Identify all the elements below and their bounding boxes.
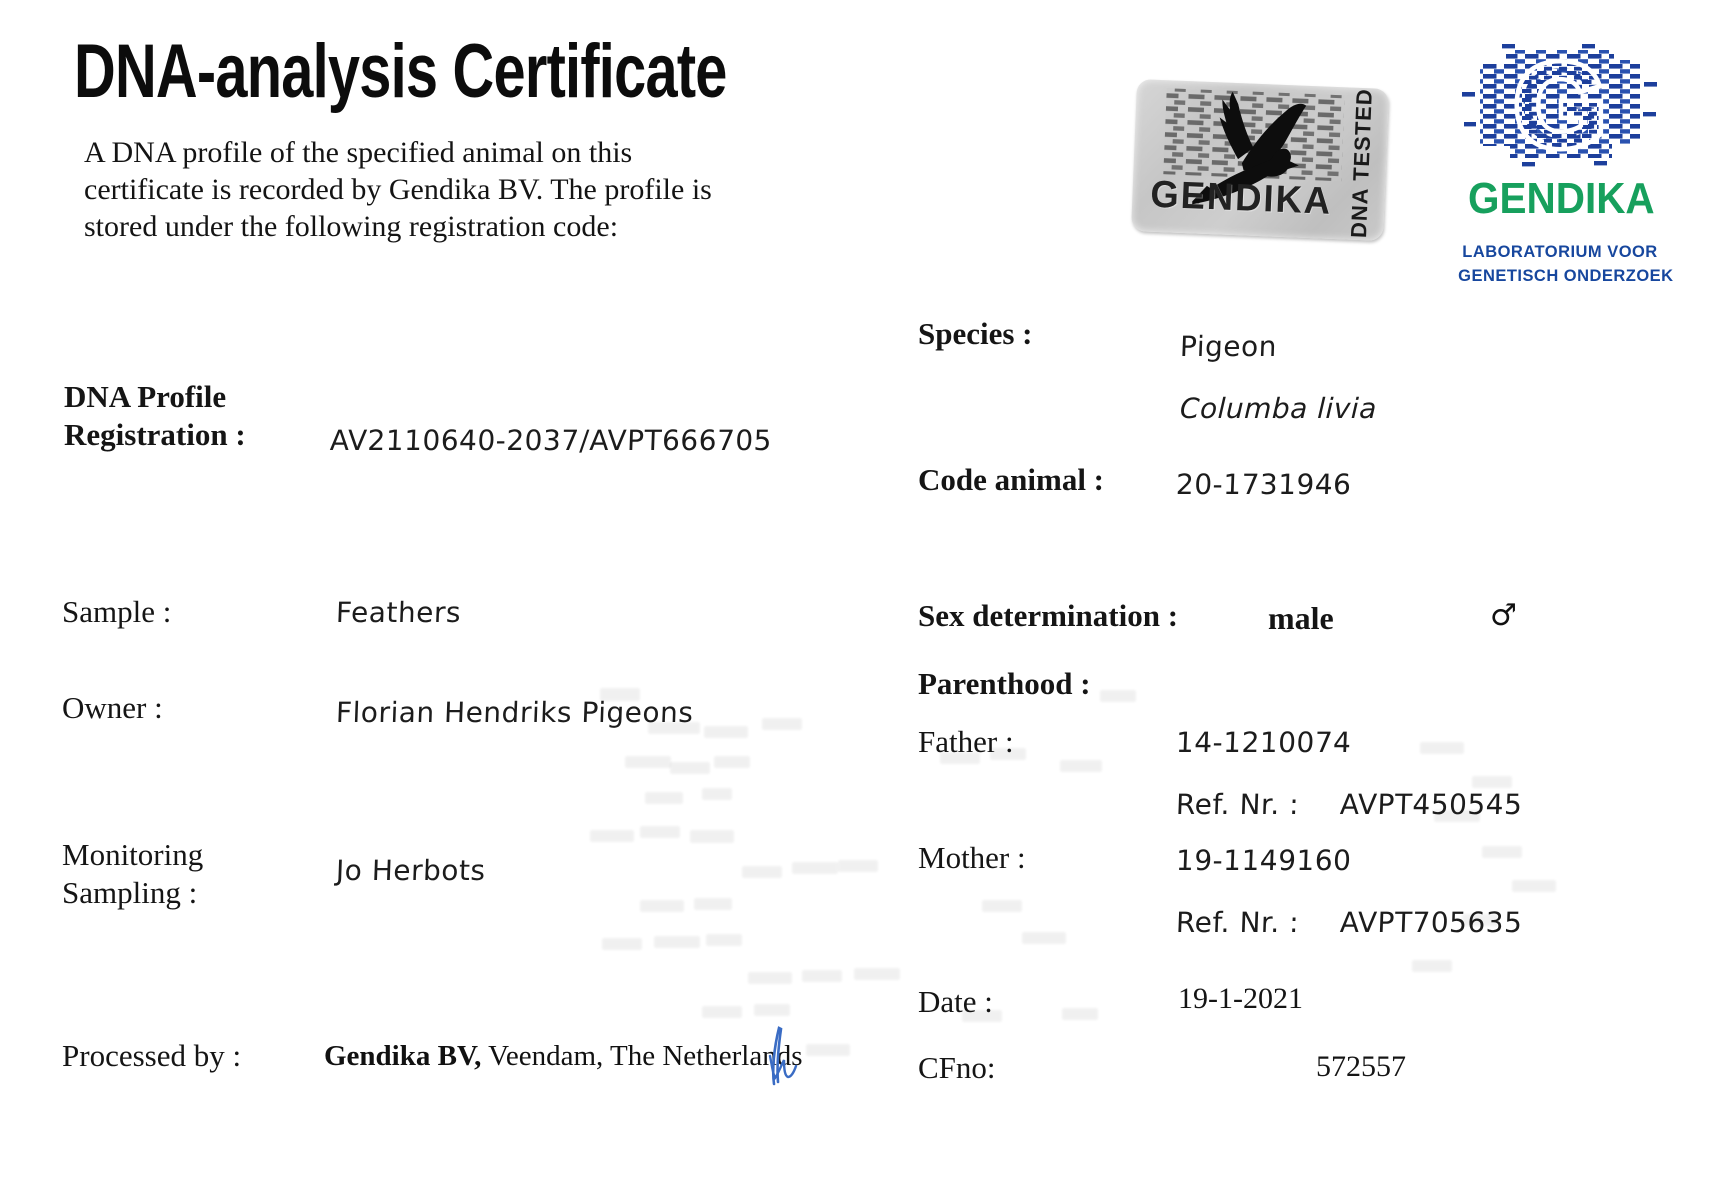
cfno-label: CFno: [918,1050,996,1085]
registration-label-line1: DNA Profile [64,379,227,414]
monitoring-value: Jo Herbots [335,854,487,887]
code-animal-label: Code animal : [918,462,1104,497]
species-latin: Columba livia [1179,392,1378,425]
ghost-mark [645,792,683,804]
ghost-mark [1512,880,1556,892]
ghost-mark [982,900,1022,912]
ghost-mark [754,1004,790,1016]
certificate-title: DNA-analysis Certificate [74,29,727,114]
mother-ref-value: AVPT705635 [1339,906,1523,939]
ghost-mark [838,860,878,872]
sticker-brand-text: GENDIKA [1149,173,1333,223]
processed-value-location: Veendam, The Netherlands [481,1040,803,1072]
ghost-mark [694,898,732,910]
date-label: Date : [918,984,993,1019]
ghost-mark [1472,776,1512,788]
ghost-mark [806,1044,850,1056]
ghost-mark [702,788,732,800]
species-label: Species : [918,316,1033,351]
processed-value-company: Gendika BV, [324,1040,482,1072]
date-value: 19-1-2021 [1178,982,1303,1015]
father-value: 14-1210074 [1175,726,1353,759]
sex-determination-value: male [1268,600,1334,636]
species-value: Pigeon [1179,330,1278,363]
ghost-mark [602,938,642,950]
mother-label: Mother : [918,840,1026,875]
ghost-mark [640,900,684,912]
male-symbol-icon: ♂ [1490,598,1517,633]
sex-determination-label: Sex determination : [918,598,1179,633]
owner-label: Owner : [62,690,163,725]
father-label: Father : [918,724,1014,759]
logo-subtitle-line1: LABORATORIUM VOOR [1462,242,1658,261]
ghost-mark [762,718,802,730]
mother-ref-label: Ref. Nr. : [1175,906,1300,939]
logo-subtitle-line2: GENETISCH ONDERZOEK [1458,266,1674,285]
parenthood-label: Parenthood : [918,666,1091,701]
mother-value: 19-1149160 [1175,844,1353,877]
ghost-mark [1420,742,1464,754]
ghost-mark [1062,1008,1098,1020]
ghost-mark [640,826,680,838]
ghost-mark [854,968,900,980]
registration-value: AV2110640-2037/AVPT666705 [329,424,773,457]
intro-paragraph: A DNA profile of the specified animal on this certificate is recorded by Gendika BV. The profile is stored under the following registration code: [84,136,712,243]
logo-brand-text: GENDIKA [1468,174,1655,223]
logo-letter-g: G [1514,44,1606,170]
ghost-mark [742,866,782,878]
ghost-mark [625,756,671,768]
ghost-mark [714,756,750,768]
sample-label: Sample : [62,594,172,629]
father-ref-label: Ref. Nr. : [1175,788,1300,821]
dna-tested-hologram-sticker [1131,79,1389,241]
ghost-mark [1100,690,1136,702]
code-animal-value: 20-1731946 [1175,468,1353,501]
monitoring-label-line1: Monitoring [62,837,204,872]
ghost-mark [702,1006,742,1018]
ghost-mark [690,830,734,843]
ghost-mark [706,934,742,946]
sample-value: Feathers [335,596,462,629]
ghost-mark [670,762,710,774]
monitoring-label [62,836,203,912]
ghost-mark [748,972,792,984]
ghost-mark [1060,760,1102,772]
ghost-mark [792,862,838,874]
father-ref-value: AVPT450545 [1339,788,1523,821]
registration-label-line2: Registration : [64,417,246,452]
ghost-mark [654,936,700,948]
cfno-value: 572557 [1316,1050,1406,1083]
processed-value [324,1040,802,1073]
ghost-mark [1412,960,1452,972]
processed-label: Processed by : [62,1038,242,1073]
monitoring-label-line2: Sampling : [62,875,198,910]
signature-mark [760,1022,804,1092]
owner-value: Florian Hendriks Pigeons [335,696,694,729]
sticker-dna-tested-text: DNA TESTED [1345,87,1377,239]
ghost-mark [704,726,748,738]
ghost-mark [1022,932,1066,944]
gendika-logo-icon [1462,44,1658,170]
ghost-mark [1482,846,1522,858]
ghost-mark [802,970,842,982]
ghost-mark [590,830,634,842]
registration-label [64,378,246,454]
